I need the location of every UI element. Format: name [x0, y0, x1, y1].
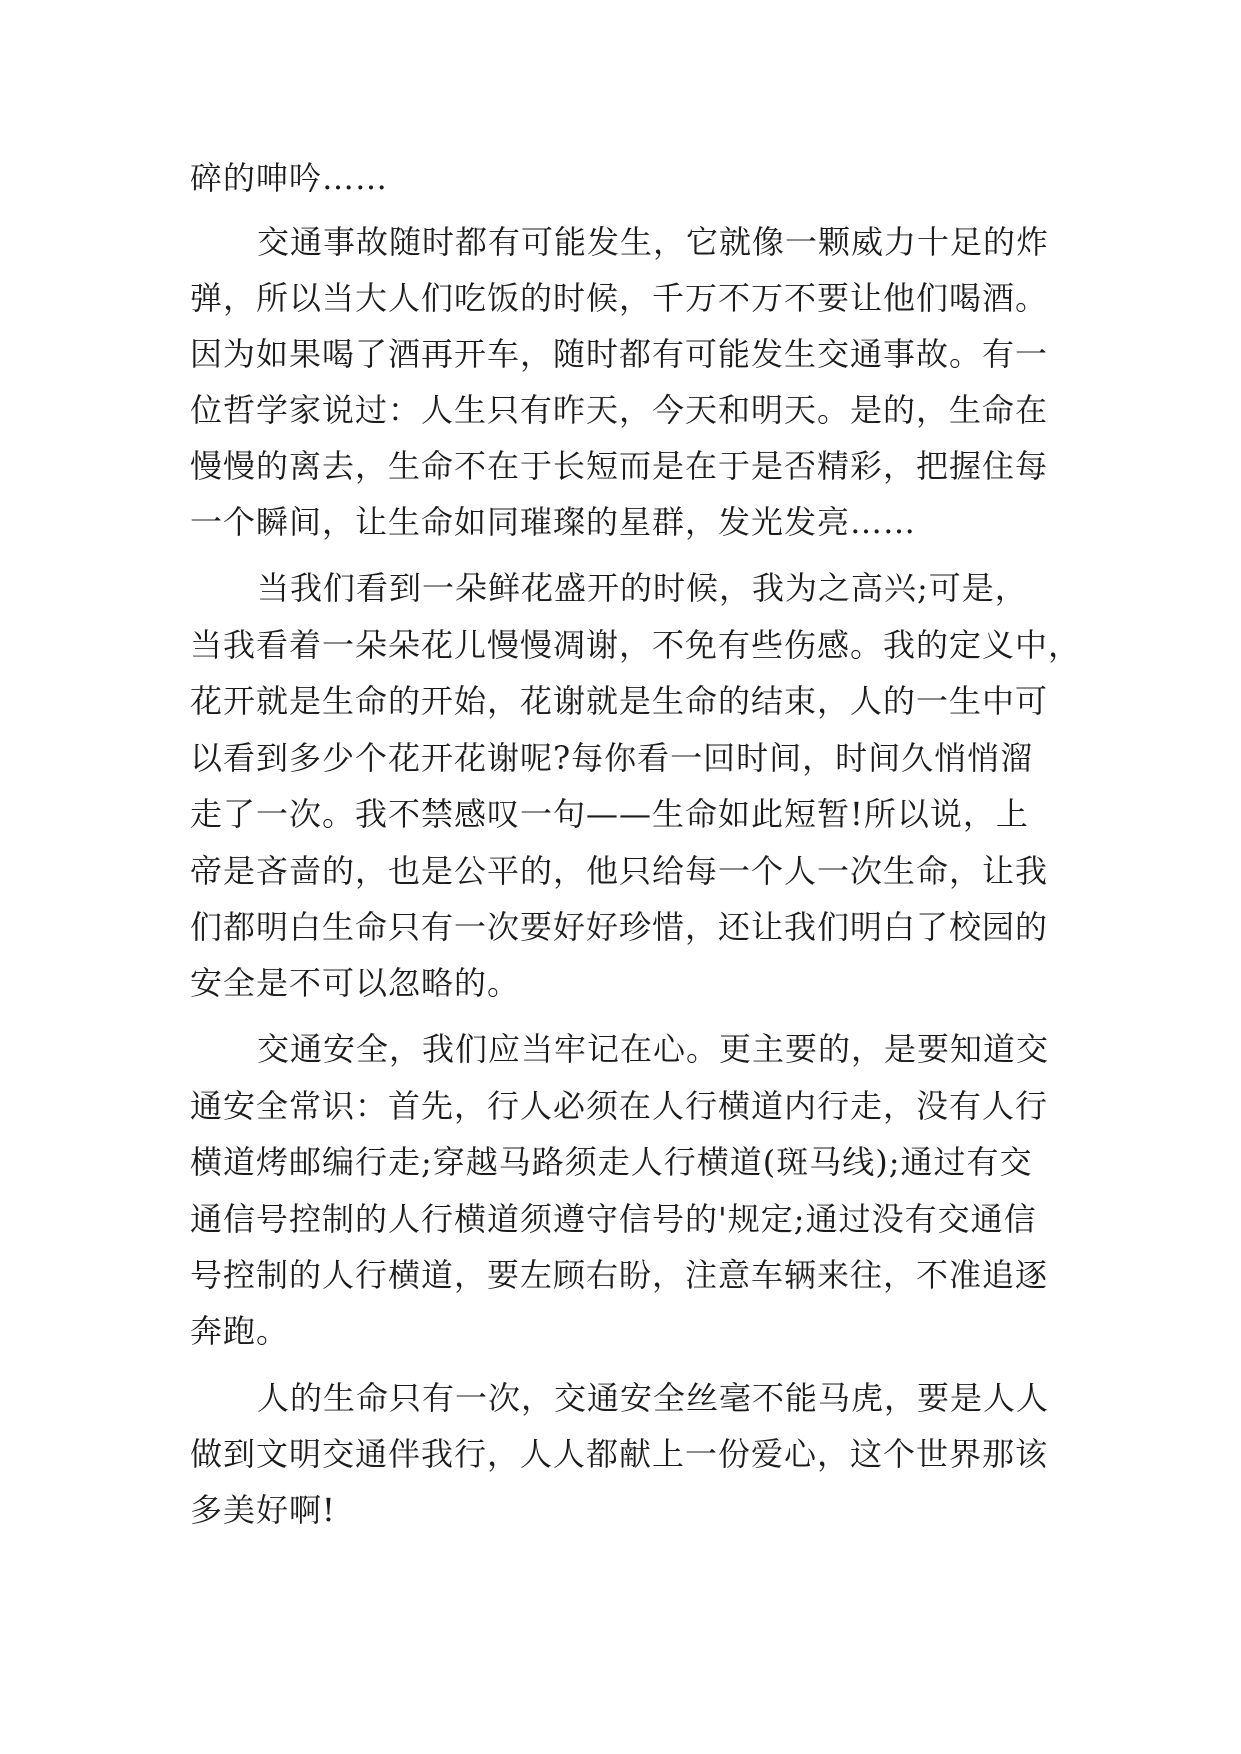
text-line: 做到文明交通伴我行，人人都献上一份爱心，这个世界那该: [190, 1435, 1049, 1473]
text-line: 当我看着一朵朵花儿慢慢凋谢，不免有些伤感。我的定义中，: [190, 626, 1082, 664]
text-line: 人的生命只有一次，交通安全丝毫不能马虎，要是人人: [257, 1379, 1050, 1417]
text-line: 位哲学家说过：人生只有昨天，今天和明天。是的，生命在: [190, 391, 1049, 429]
text-line: 号控制的人行横道，要左顾右盼，注意车辆来往，不准追逐: [190, 1256, 1049, 1294]
text-line: 们都明白生命只有一次要好好珍惜，还让我们明白了校园的: [190, 908, 1049, 946]
text-line: 通信号控制的人行横道须遵守信号的'规定;通过没有交通信: [190, 1200, 1037, 1238]
text-line: 花开就是生命的开始，花谢就是生命的结束，人的一生中可: [190, 682, 1049, 720]
text-line: 弹，所以当大人们吃饭的时候，千万不万不要让他们喝酒。: [190, 279, 1049, 317]
text-line: 奔跑。: [190, 1312, 290, 1350]
text-line: 碎的呻吟……: [190, 159, 389, 197]
text-line: 多美好啊!: [190, 1491, 336, 1529]
text-line: 交通事故随时都有可能发生，它就像一颗威力十足的炸: [257, 223, 1050, 261]
text-line: 一个瞬间，让生命如同璀璨的星群，发光发亮……: [190, 503, 917, 541]
text-line: 以看到多少个花开花谢呢?每你看一回时间，时间久悄悄溜: [190, 739, 1034, 777]
text-line: 横道烤邮编行走;穿越马路须走人行横道(斑马线);通过有交: [190, 1143, 1033, 1181]
text-line: 走了一次。我不禁感叹一句——生命如此短暂!所以说，上: [190, 795, 1029, 833]
text-line: 交通安全，我们应当牢记在心。更主要的，是要知道交: [257, 1030, 1050, 1068]
text-line: 因为如果喝了酒再开车，随时都有可能发生交通事故。有一: [190, 335, 1049, 373]
text-line: 慢慢的离去，生命不在于长短而是在于是否精彩，把握住每: [190, 447, 1049, 485]
text-line: 当我们看到一朵鲜花盛开的时候，我为之高兴;可是，: [257, 569, 1028, 607]
text-line: 通安全常识：首先，行人必须在人行横道内行走，没有人行: [190, 1087, 1049, 1125]
text-line: 安全是不可以忽略的。: [190, 964, 521, 1002]
text-line: 帝是吝啬的，也是公平的，他只给每一个人一次生命，让我: [190, 852, 1049, 890]
